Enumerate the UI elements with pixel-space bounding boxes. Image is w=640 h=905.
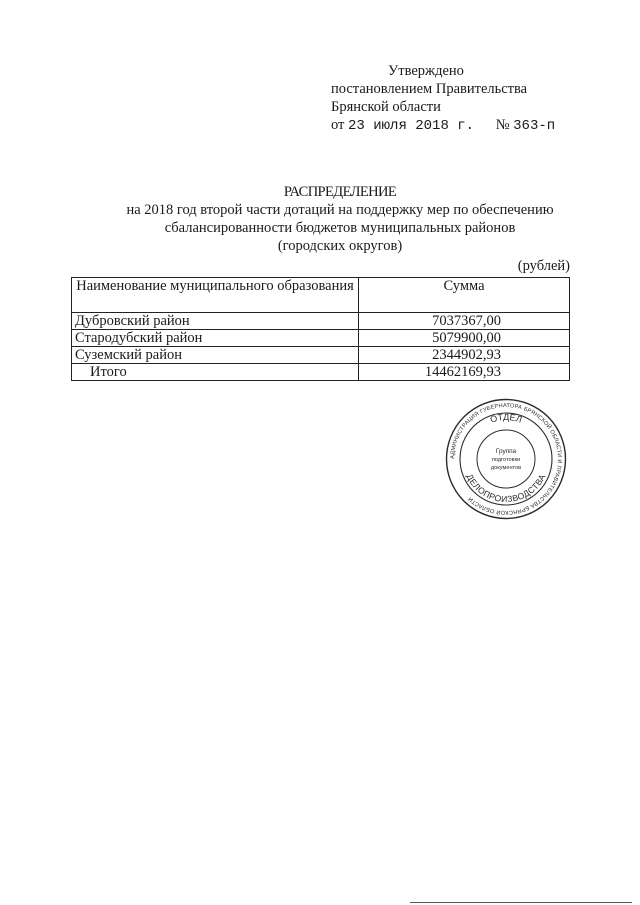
- approval-block: [331, 62, 571, 135]
- row-name: Дубровский район: [72, 313, 359, 330]
- approval-title: Утверждено: [388, 63, 464, 79]
- header-name: Наименование муниципального образования: [72, 278, 359, 313]
- approval-date: 23 июля 2018 г.: [348, 118, 475, 134]
- units-label: (рублей): [517, 258, 570, 274]
- stamp-center-line-3: документов: [490, 465, 522, 471]
- row-name: Стародубский район: [72, 330, 359, 347]
- stamp-middle-top-text: ОТДЕЛ: [488, 411, 524, 425]
- distribution-table: [71, 277, 570, 381]
- document-heading: РАСПРЕДЕЛЕНИЕ: [283, 184, 397, 200]
- approval-date-prefix: от: [331, 117, 345, 133]
- stamp-center-line-2: подготовки: [491, 457, 521, 463]
- stamp-center-line-1: Группа: [495, 448, 517, 455]
- table-row: [72, 330, 570, 347]
- approval-line-3: Брянской области: [331, 99, 441, 115]
- table-row: [72, 313, 570, 330]
- total-label: Итого: [72, 364, 359, 381]
- stamp-middle-bottom-text: ДЕЛОПРОИЗВОДСТВА: [464, 472, 548, 505]
- approval-date-line: [331, 116, 571, 135]
- table-total-row: [72, 364, 570, 381]
- document-subtitle-line-1: на 2018 год второй части дотаций на поддержку мер по обеспечению: [126, 202, 554, 218]
- document-subtitle-line-3: (городских округов): [277, 238, 403, 254]
- total-amount: 14462169,93: [359, 364, 570, 381]
- row-name: Суземский район: [72, 347, 359, 364]
- row-amount: 5079900,00: [359, 330, 570, 347]
- row-amount: 2344902,93: [359, 347, 570, 364]
- stamp-outer-text: АДМИНИСТРАЦИЯ ГУБЕРНАТОРА БРЯНСКОЙ ОБЛАСТИ И ПРАВИТЕЛЬСТВА БРЯНСКОЙ ОБЛАСТИ: [449, 402, 563, 516]
- table-header-row: [72, 278, 570, 313]
- table-row: [72, 347, 570, 364]
- document-title-block: [60, 183, 620, 255]
- header-amount: Сумма: [359, 278, 570, 313]
- row-amount: 7037367,00: [359, 313, 570, 330]
- document-subtitle-line-2: сбалансированности бюджетов муниципальных районов: [164, 220, 516, 236]
- approval-number-sign: №: [495, 117, 510, 133]
- approval-line-2: постановлением Правительства: [331, 81, 528, 97]
- footer-rule: [410, 902, 632, 903]
- official-stamp: [445, 398, 567, 520]
- approval-number: 363-п: [513, 118, 556, 134]
